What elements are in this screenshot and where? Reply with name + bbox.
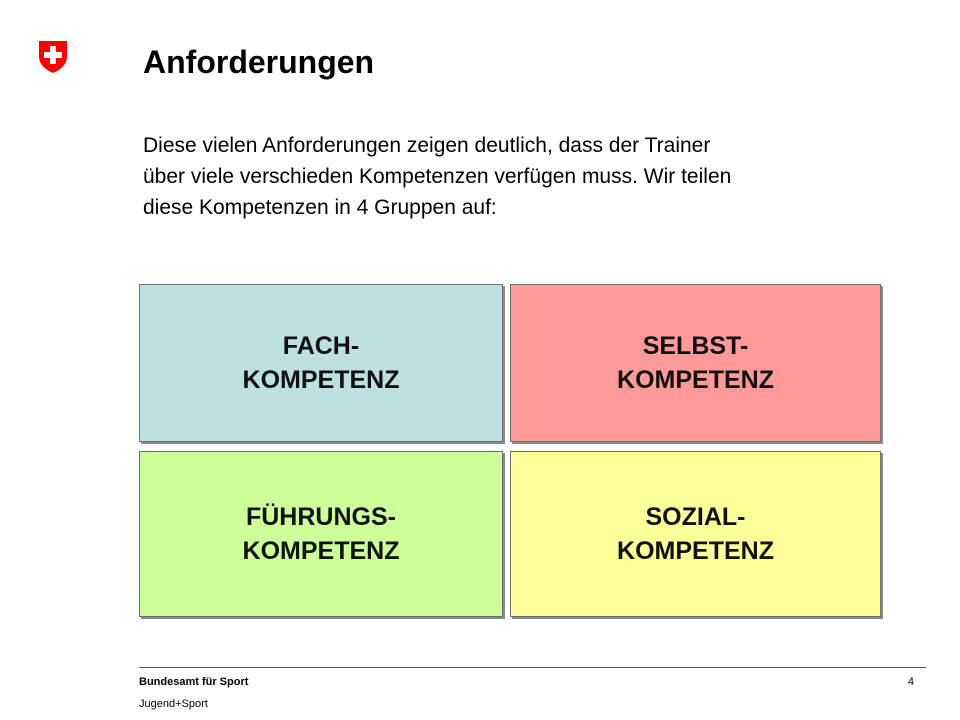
- competence-label: KOMPETENZ: [242, 366, 400, 394]
- competence-box-fuehrung: [139, 451, 503, 617]
- competence-box-selbst: [510, 284, 881, 442]
- footer-organization: Bundesamt für Sport: [139, 676, 249, 688]
- intro-line: diese Kompetenzen in 4 Gruppen auf:: [143, 196, 497, 219]
- competence-label: KOMPETENZ: [242, 537, 400, 565]
- competence-label: FACH-: [282, 332, 360, 360]
- competence-label: KOMPETENZ: [617, 537, 774, 565]
- intro-paragraph: [143, 130, 903, 223]
- competence-label: FÜHRUNGS-: [245, 503, 396, 531]
- footer-divider: [139, 667, 926, 668]
- competence-label: SELBST-: [642, 332, 749, 360]
- slide-title: Anforderungen: [143, 44, 375, 80]
- competence-label: SOZIAL-: [645, 503, 746, 531]
- cross-horizontal: [44, 52, 62, 58]
- swiss-coat-of-arms-icon: [38, 40, 68, 74]
- page-number: 4: [907, 676, 914, 688]
- competence-box-sozial: [510, 451, 881, 617]
- intro-line: Diese vielen Anforderungen zeigen deutlich, dass der Trainer: [143, 134, 711, 157]
- competence-box-fach: [139, 284, 503, 442]
- intro-line: über viele verschieden Kompetenzen verfügen muss. Wir teilen: [143, 165, 732, 188]
- footer-subtitle: Jugend+Sport: [139, 698, 208, 710]
- competence-label: KOMPETENZ: [617, 366, 774, 394]
